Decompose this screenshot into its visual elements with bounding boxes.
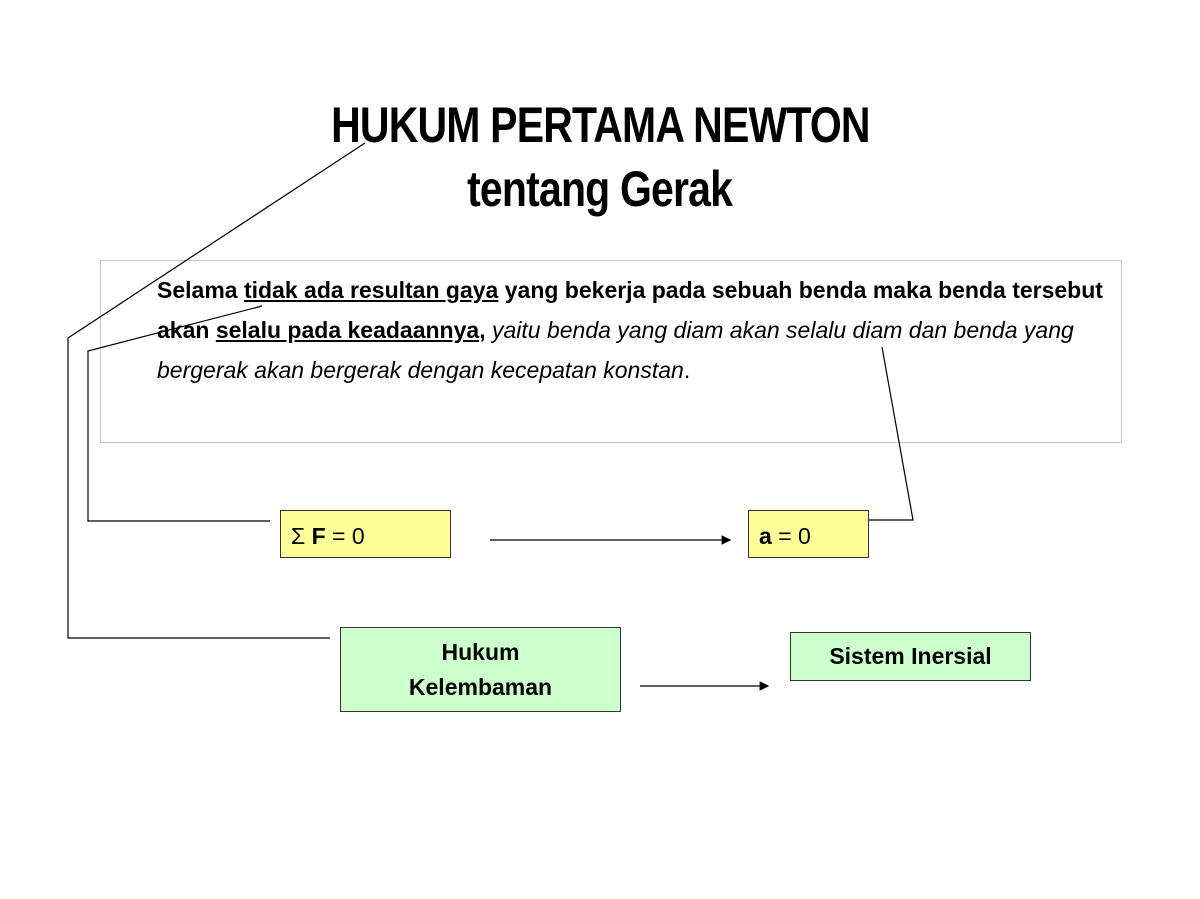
stmt-part: . bbox=[683, 357, 691, 383]
law-of-inertia-box bbox=[340, 627, 621, 712]
sum-force-value: = 0 bbox=[325, 523, 365, 549]
law-line-1: Hukum bbox=[441, 638, 520, 665]
stmt-underlined-resultant: tidak ada resultan gaya bbox=[243, 277, 499, 303]
inertial-system-box bbox=[790, 632, 1031, 681]
title-text-1: HUKUM PERTAMA NEWTON bbox=[330, 97, 870, 153]
inertial-system-label: Sistem Inersial bbox=[829, 643, 992, 669]
stmt-part: Selama bbox=[157, 277, 244, 303]
sigma-symbol: Σ bbox=[291, 523, 306, 549]
stmt-part: , bbox=[479, 317, 492, 343]
connector-title-to-law bbox=[68, 143, 365, 638]
connector-resultant-to-sumf bbox=[88, 306, 270, 521]
acceleration-box bbox=[748, 510, 869, 558]
title-text-2: tentang Gerak bbox=[467, 161, 733, 217]
stmt-italic: yaitu benda yang diam akan selalu diam dan benda yang bergerak akan bergerak dengan kecepatan konstan bbox=[157, 317, 1074, 383]
acceleration-value: = 0 bbox=[771, 523, 811, 549]
connector-state-to-a bbox=[748, 347, 913, 520]
force-variable: F bbox=[311, 523, 326, 549]
acceleration-variable: a bbox=[759, 523, 772, 549]
stmt-part: yang bekerja pada sebuah benda maka benda tersebut akan bbox=[157, 277, 1103, 343]
law-line-2: Kelembaman bbox=[408, 673, 553, 700]
sum-force-box bbox=[280, 510, 451, 558]
stmt-underlined-state: selalu pada keadaannya bbox=[215, 317, 480, 343]
